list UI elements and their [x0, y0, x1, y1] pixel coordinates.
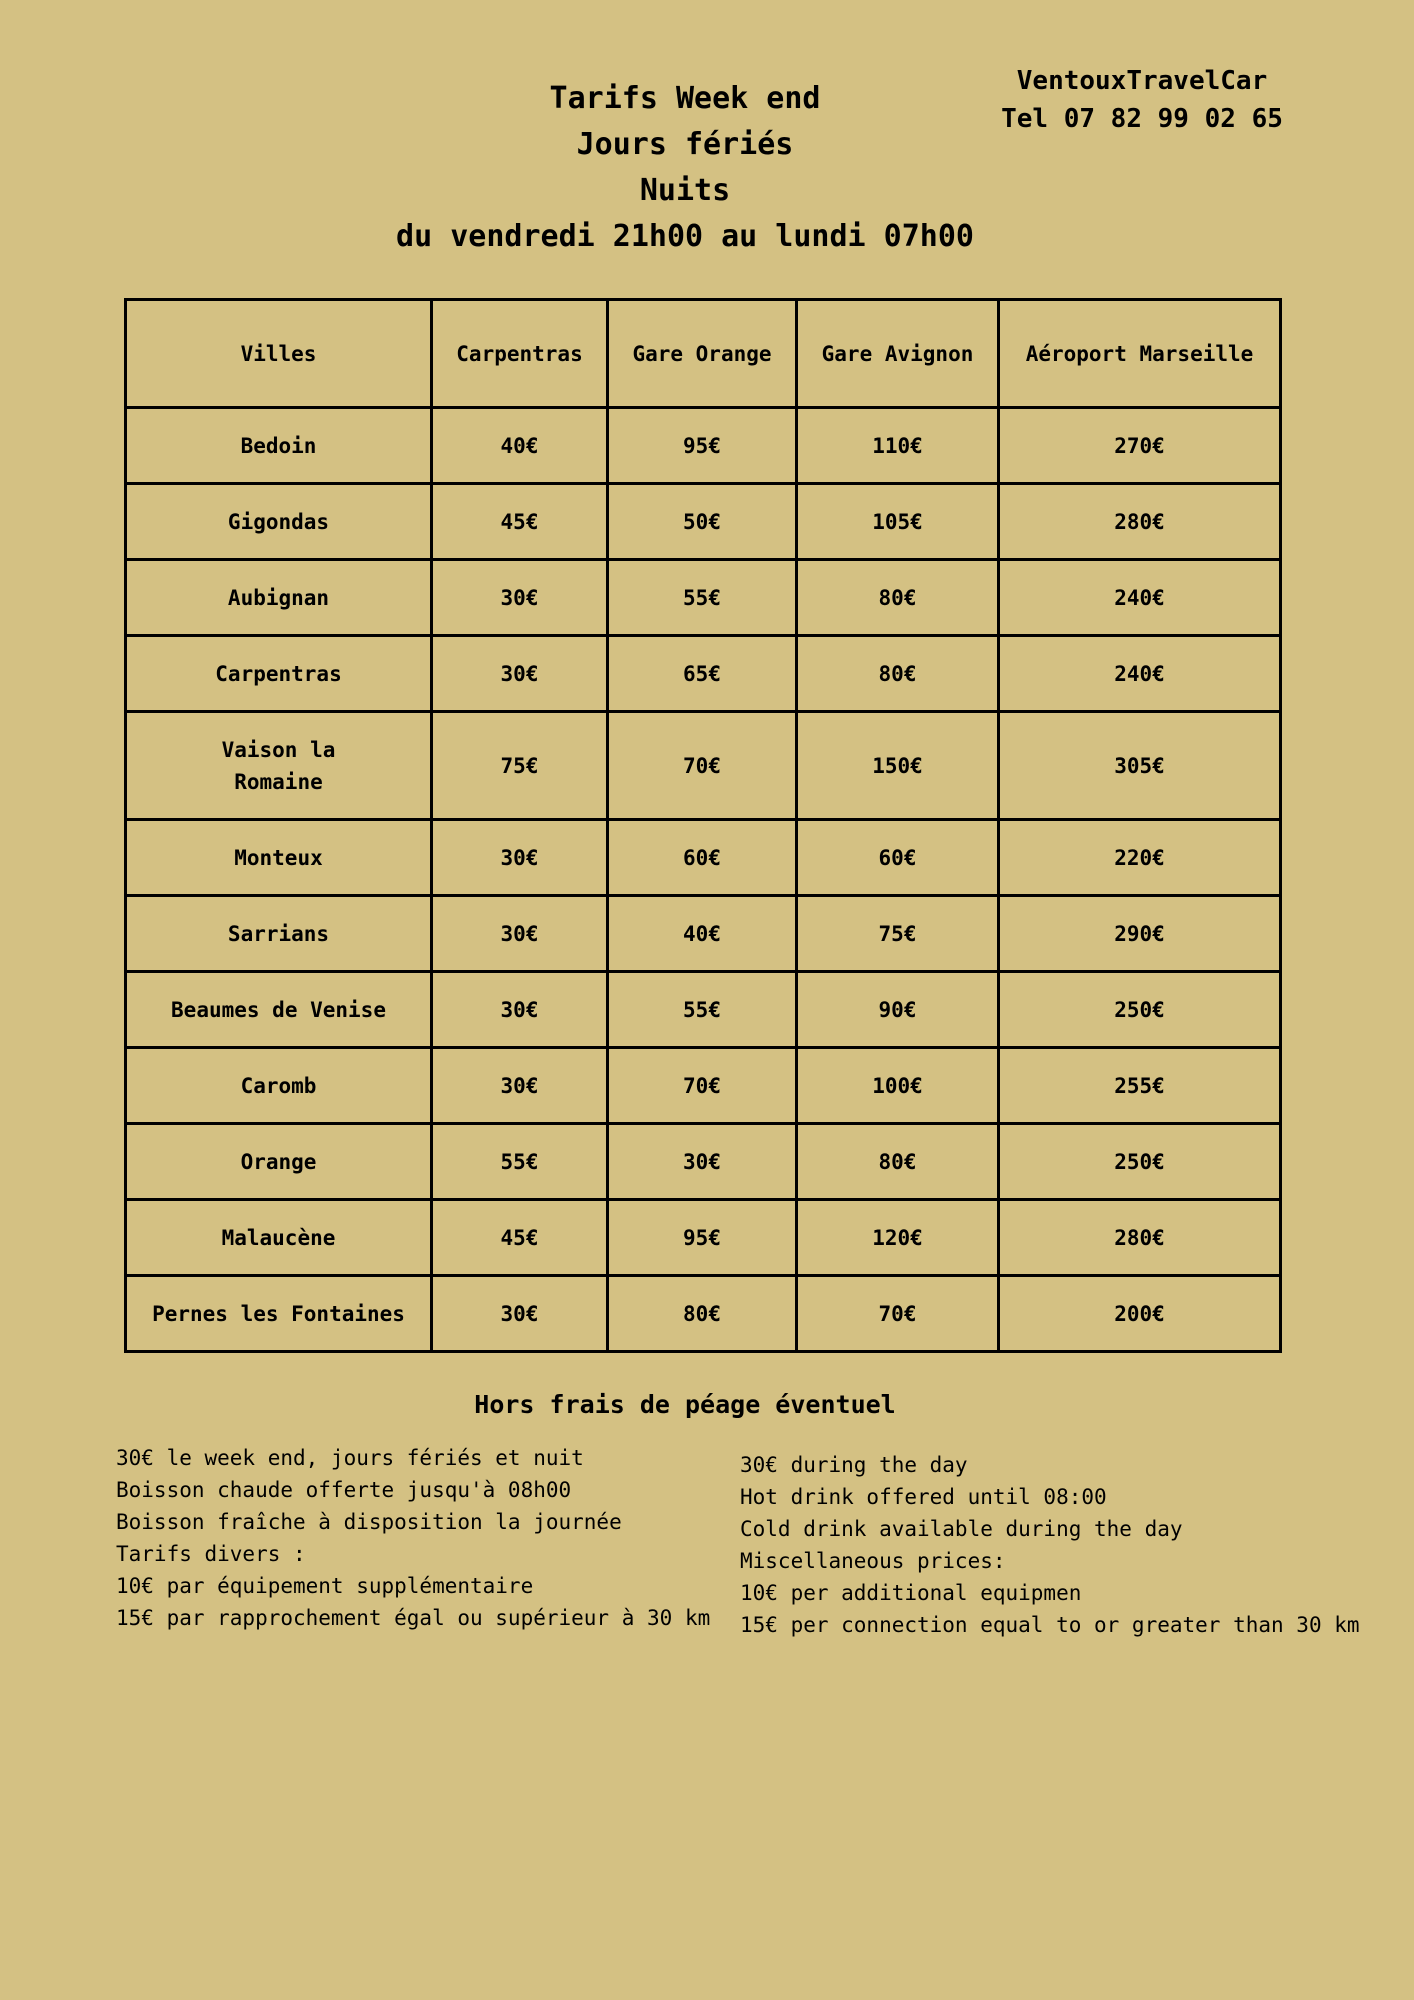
price-cell: 55€ [608, 972, 797, 1048]
price-cell: 30€ [432, 1048, 608, 1124]
note-line: Miscellaneous prices: [740, 1549, 1006, 1573]
price-cell: 80€ [797, 560, 999, 636]
price-cell: 270€ [999, 408, 1281, 484]
title-line-3: Nuits [639, 173, 731, 208]
price-cell: 290€ [999, 896, 1281, 972]
note-line: 15€ per connection equal to or greater than 30 km [740, 1613, 1360, 1637]
price-cell: 50€ [608, 484, 797, 560]
price-cell: 30€ [608, 1124, 797, 1200]
price-cell: 40€ [432, 408, 608, 484]
city-cell [126, 712, 432, 820]
company-name: VentouxTravelCar [1016, 66, 1268, 96]
company-phone: Tel 07 82 99 02 65 [1001, 104, 1283, 134]
city-cell: Carpentras [126, 636, 432, 712]
price-cell: 240€ [999, 636, 1281, 712]
price-cell: 75€ [797, 896, 999, 972]
table-row [126, 636, 1281, 712]
price-cell: 70€ [797, 1276, 999, 1352]
price-cell: 55€ [608, 560, 797, 636]
price-cell: 305€ [999, 712, 1281, 820]
price-cell: 30€ [432, 896, 608, 972]
price-cell: 220€ [999, 820, 1281, 896]
table-row [126, 1276, 1281, 1352]
page-title [285, 76, 1085, 260]
note-line: 15€ par rapprochement égal ou supérieur à 30 km [116, 1606, 711, 1630]
price-cell: 80€ [608, 1276, 797, 1352]
city-cell: Sarrians [126, 896, 432, 972]
price-cell: 150€ [797, 712, 999, 820]
header-aeroport-marseille: Aéroport Marseille [999, 300, 1281, 408]
price-cell: 30€ [432, 820, 608, 896]
table-row [126, 1200, 1281, 1276]
price-cell: 100€ [797, 1048, 999, 1124]
toll-note: Hors frais de péage éventuel [474, 1390, 896, 1419]
city-cell: Orange [126, 1124, 432, 1200]
table-row [126, 820, 1281, 896]
table-row [126, 712, 1281, 820]
city-cell: Monteux [126, 820, 432, 896]
price-cell: 255€ [999, 1048, 1281, 1124]
table-row [126, 1124, 1281, 1200]
price-cell: 70€ [608, 712, 797, 820]
price-cell: 65€ [608, 636, 797, 712]
note-line: Cold drink available during the day [740, 1517, 1183, 1541]
header-cities: Villes [126, 300, 432, 408]
price-cell: 45€ [432, 1200, 608, 1276]
note-line: 30€ during the day [740, 1453, 968, 1477]
price-cell: 30€ [432, 1276, 608, 1352]
rates-table [124, 298, 1282, 1353]
table-row [126, 408, 1281, 484]
table-row [126, 972, 1281, 1048]
price-cell: 80€ [797, 1124, 999, 1200]
header-gare-avignon: Gare Avignon [797, 300, 999, 408]
table-row [126, 560, 1281, 636]
price-cell: 105€ [797, 484, 999, 560]
table-row [126, 1048, 1281, 1124]
city-cell: Caromb [126, 1048, 432, 1124]
price-cell: 30€ [432, 636, 608, 712]
price-cell: 70€ [608, 1048, 797, 1124]
price-cell: 110€ [797, 408, 999, 484]
city-cell: Pernes les Fontaines [126, 1276, 432, 1352]
price-cell: 90€ [797, 972, 999, 1048]
notes-english [740, 1449, 1360, 1641]
price-cell: 80€ [797, 636, 999, 712]
header-gare-orange: Gare Orange [608, 300, 797, 408]
note-line: 10€ per additional equipmen [740, 1581, 1082, 1605]
city-cell: Malaucène [126, 1200, 432, 1276]
price-cell: 240€ [999, 560, 1281, 636]
notes-french [116, 1442, 710, 1634]
price-cell: 280€ [999, 1200, 1281, 1276]
price-cell: 120€ [797, 1200, 999, 1276]
note-line: Hot drink offered until 08:00 [740, 1485, 1107, 1509]
price-cell: 250€ [999, 1124, 1281, 1200]
price-cell: 95€ [608, 408, 797, 484]
table-row [126, 484, 1281, 560]
price-cell: 250€ [999, 972, 1281, 1048]
city-cell: Aubignan [126, 560, 432, 636]
price-cell: 200€ [999, 1276, 1281, 1352]
price-cell: 55€ [432, 1124, 608, 1200]
table-header-row [126, 300, 1281, 408]
price-cell: 30€ [432, 560, 608, 636]
city-name: Vaison la Romaine [221, 737, 336, 794]
price-cell: 45€ [432, 484, 608, 560]
city-cell: Bedoin [126, 408, 432, 484]
header-carpentras: Carpentras [432, 300, 608, 408]
note-line: Boisson chaude offerte jusqu'à 08h00 [116, 1478, 572, 1502]
price-cell: 280€ [999, 484, 1281, 560]
price-cell: 30€ [432, 972, 608, 1048]
note-line: Tarifs divers : [116, 1542, 306, 1566]
city-cell: Beaumes de Venise [126, 972, 432, 1048]
price-cell: 75€ [432, 712, 608, 820]
title-line-1: Tarifs Week end [549, 81, 821, 116]
price-cell: 40€ [608, 896, 797, 972]
title-line-4: du vendredi 21h00 au lundi 07h00 [396, 219, 974, 254]
title-line-2: Jours fériés [576, 127, 794, 162]
price-cell: 60€ [797, 820, 999, 896]
table-row [126, 896, 1281, 972]
note-line: Boisson fraîche à disposition la journée [116, 1510, 622, 1534]
price-cell: 95€ [608, 1200, 797, 1276]
price-cell: 60€ [608, 820, 797, 896]
note-line: 30€ le week end, jours fériés et nuit [116, 1446, 584, 1470]
note-line: 10€ par équipement supplémentaire [116, 1574, 534, 1598]
city-cell: Gigondas [126, 484, 432, 560]
